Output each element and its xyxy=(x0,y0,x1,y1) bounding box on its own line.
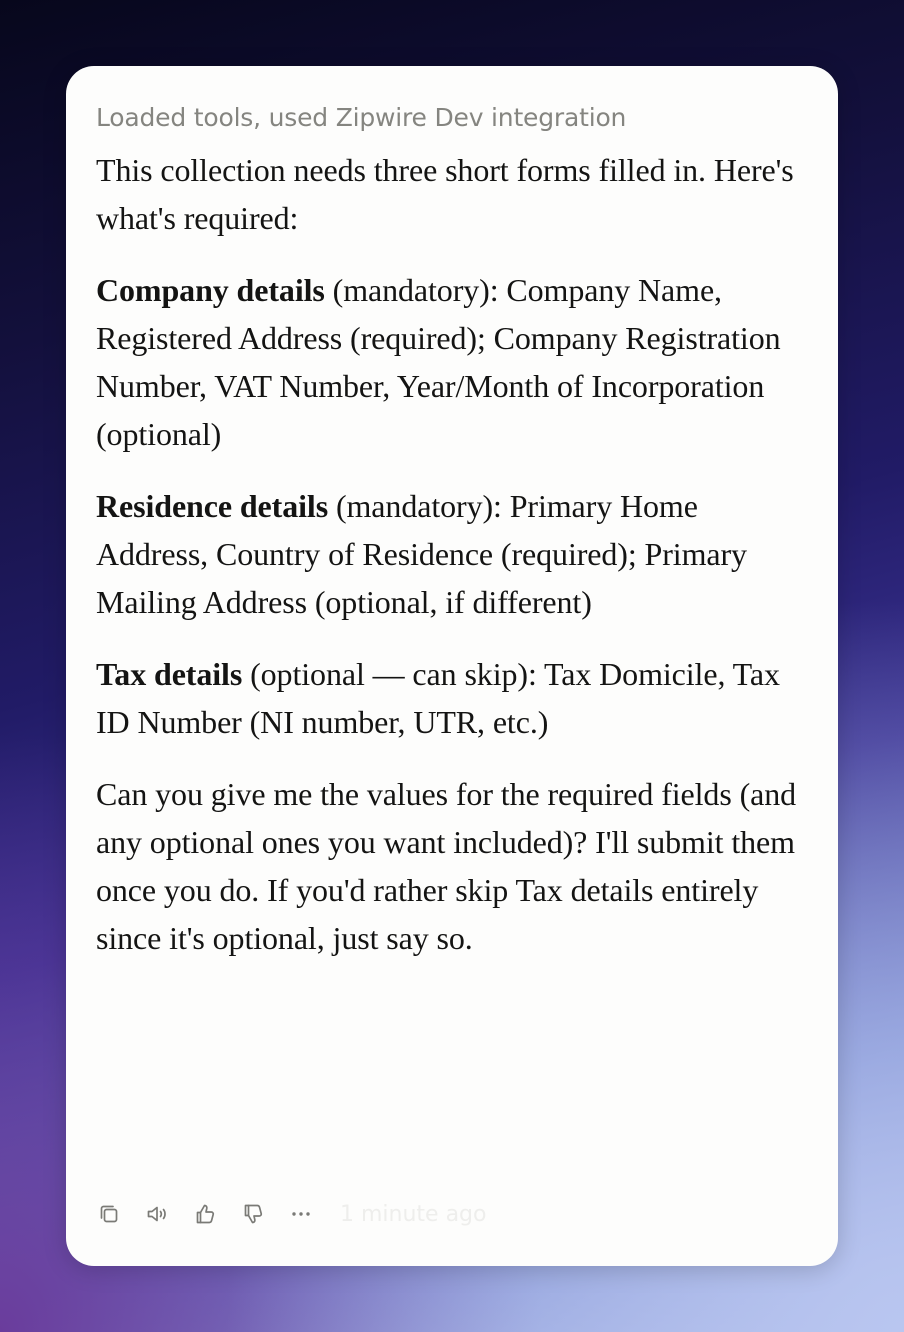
thumbs-down-icon xyxy=(241,1202,265,1226)
message-action-bar xyxy=(96,1198,486,1230)
section-company-details xyxy=(96,266,808,458)
section-text: (mandatory): Company Name, Registered Address (required); Company Registration Number, VAT Number, Year/Month of Incorporation (optional) xyxy=(96,272,781,452)
speaker-icon xyxy=(145,1202,169,1226)
section-tax-details xyxy=(96,650,808,746)
section-text: (mandatory): Primary Home Address, Country of Residence (required); Primary Mailing Address (optional, if different) xyxy=(96,488,747,620)
section-title: Company details xyxy=(96,272,325,308)
read-aloud-button[interactable] xyxy=(144,1201,170,1227)
thumbs-up-icon xyxy=(193,1202,217,1226)
assistant-message-card xyxy=(66,66,838,1266)
message-timestamp: 1 minute ago xyxy=(340,1201,487,1227)
copy-icon xyxy=(97,1202,121,1226)
closing-paragraph: Can you give me the values for the required fields (and any optional ones you want included)? I'll submit them once you do. If you'd rather skip Tax details entirely since it's optional, just say so. xyxy=(96,776,797,956)
thumbs-up-button[interactable] xyxy=(192,1201,218,1227)
section-title: Tax details xyxy=(96,656,243,692)
thumbs-down-button[interactable] xyxy=(240,1201,266,1227)
section-text: (optional — can skip): Tax Domicile, Tax ID Number (NI number, UTR, etc.) xyxy=(96,656,780,740)
more-options-button[interactable] xyxy=(288,1201,314,1227)
intro-paragraph: This collection needs three short forms filled in. Here's what's required: xyxy=(96,152,794,236)
section-residence-details xyxy=(96,482,808,626)
tool-status-line[interactable]: Loaded tools, used Zipwire Dev integration xyxy=(96,103,627,132)
more-icon xyxy=(289,1202,313,1226)
section-title: Residence details xyxy=(96,488,329,524)
copy-button[interactable] xyxy=(96,1201,122,1227)
